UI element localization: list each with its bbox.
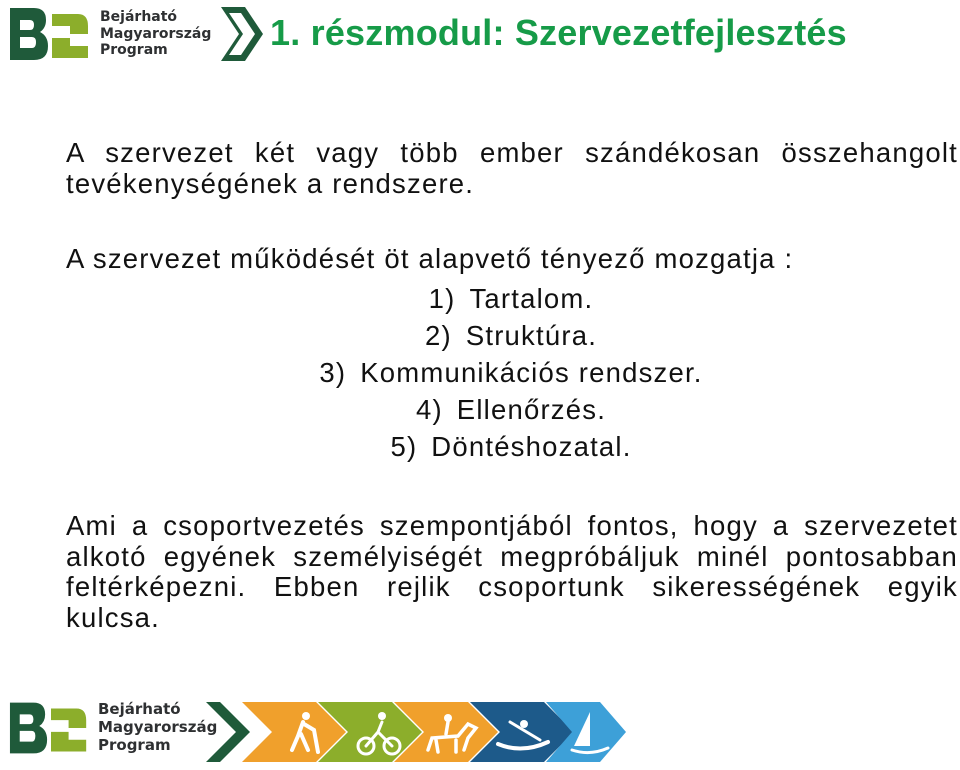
list-item: 5) Döntéshozatal. [390, 431, 632, 462]
logo-line-2: Magyarország [100, 25, 212, 42]
logo-text [100, 9, 211, 59]
logo-line-3: Program [98, 735, 171, 754]
logo-mark-icon [8, 4, 96, 64]
conclusion-paragraph: Ami a csoportvezetés szempontjából fontos, hogy a szervezetet alkotó egyének személyiségét megpróbáljuk minél pontosabban feltérképezni. Ebben rejlik csoportunk sikerességének egyik kulcsa. [66, 510, 958, 633]
list-item: 2) Struktúra. [424, 320, 598, 351]
logo-line-3: Program [100, 42, 168, 59]
logo-text [98, 701, 217, 754]
list-item: 3) Kommunikációs rendszer. [319, 357, 703, 388]
activity-arrows [206, 700, 626, 764]
list-item: 4) Ellenőrzés. [415, 394, 607, 425]
footer-logo [8, 697, 217, 759]
header-logo [8, 4, 265, 64]
logo-chevron-icon [217, 5, 265, 63]
green-chevron-icon [206, 702, 250, 762]
list-item: 1) Tartalom. [428, 283, 594, 314]
intro-paragraph: A szervezet működését öt alapvető tényező mozgatja : [66, 243, 794, 274]
logo-mark-icon [8, 697, 94, 759]
logo-line-2: Magyarország [98, 718, 218, 737]
definition-paragraph: A szervezet két vagy több ember szándékosan összehangolt tevékenységének a rendszere. [66, 137, 958, 199]
page-title: 1. részmodul: Szervezetfejlesztés [270, 12, 847, 53]
logo-line-1: Bejárható [98, 700, 181, 719]
logo-line-1: Bejárható [100, 9, 178, 26]
